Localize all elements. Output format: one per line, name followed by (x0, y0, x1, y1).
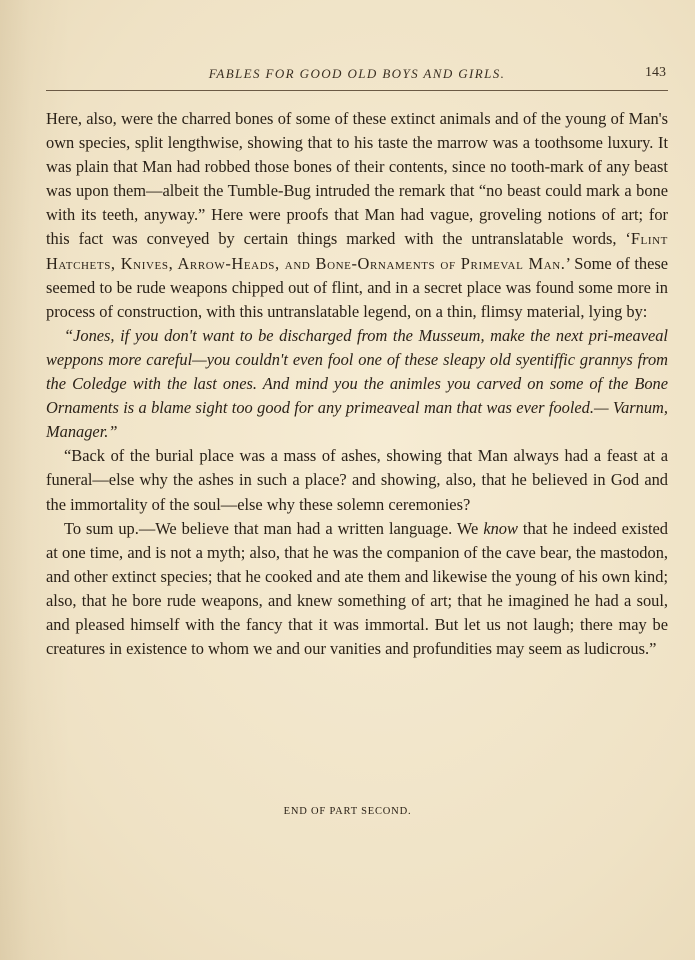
paragraph-bones (46, 107, 668, 324)
paragraph-summary-start: To sum up.—We believe that man had a written language. We (64, 518, 484, 538)
paragraph-bones-end: ’ Some of these seemed to be rude weapons chipped out of flint, and in a secret place was found some more in process of construction, with this untranslatable legend, on a thin, flimsy material, lying by: (46, 253, 668, 321)
emphasis-know: know (483, 518, 518, 538)
paragraph-summary-end: that he indeed existed at one time, and is not a myth; also, that he was the companion of the cave bear, the mastodon, and other extinct species; that he cooked and ate them and likewise the young of his own kind; also, that he bore rude weapons, and knew something of art; that he imagined he had a soul, and pleased himself with the fancy that it was immortal. But let us not laugh; there may be creatures in existence to whom we and our vanities and profundities may seem as ludicrous.” (46, 518, 668, 659)
end-of-part-mark: END OF PART SECOND. (283, 806, 412, 817)
page-header (46, 62, 668, 91)
museum-letter: “Jones, if you don't want to be discharged from the Musseum, make the next pri-meaveal weppons more careful—you couldn't even fool one of these sleapy old syentiffic grannys from the Coledge with the last ones. And mind you the animles you carved on some of the Bone Ornaments is a blame sight too good for any primeaveal man that was ever fooled.— Varnum, Manager.” (46, 325, 668, 442)
running-head: FABLES FOR GOOD OLD BOYS AND GIRLS. (208, 66, 506, 81)
paragraph-burial: “Back of the burial place was a mass of ashes, showing that Man always had a feast at a funeral—else why the ashes in such a place? and showing, also, that he believed in God and the immortality of the soul—else why these solemn ceremonies? (46, 446, 668, 514)
artifact-label: Flint Hatchets, Knives, Arrow-Heads, and Bone-Ornaments of Primeval Man. (46, 229, 668, 273)
paragraph-bones-start: Here, also, were the charred bones of some of these extinct animals and of the young of Man's own species, split lengthwise, showing that to his taste the marrow was a toothsome luxury. It was plain that Man had robbed those bones of their contents, since no tooth-mark of any beast was upon them—albeit the Tumble-Bug intruded the remark that “no beast could mark a bone with its teeth, anyway.” Here were proofs that Man had vague, groveling notions of art; for this fact was conveyed by certain things marked with the untranslatable words, ‘ (46, 109, 668, 249)
paragraph-summary (46, 517, 668, 662)
page-number: 143 (645, 65, 666, 80)
body-text (46, 107, 668, 661)
